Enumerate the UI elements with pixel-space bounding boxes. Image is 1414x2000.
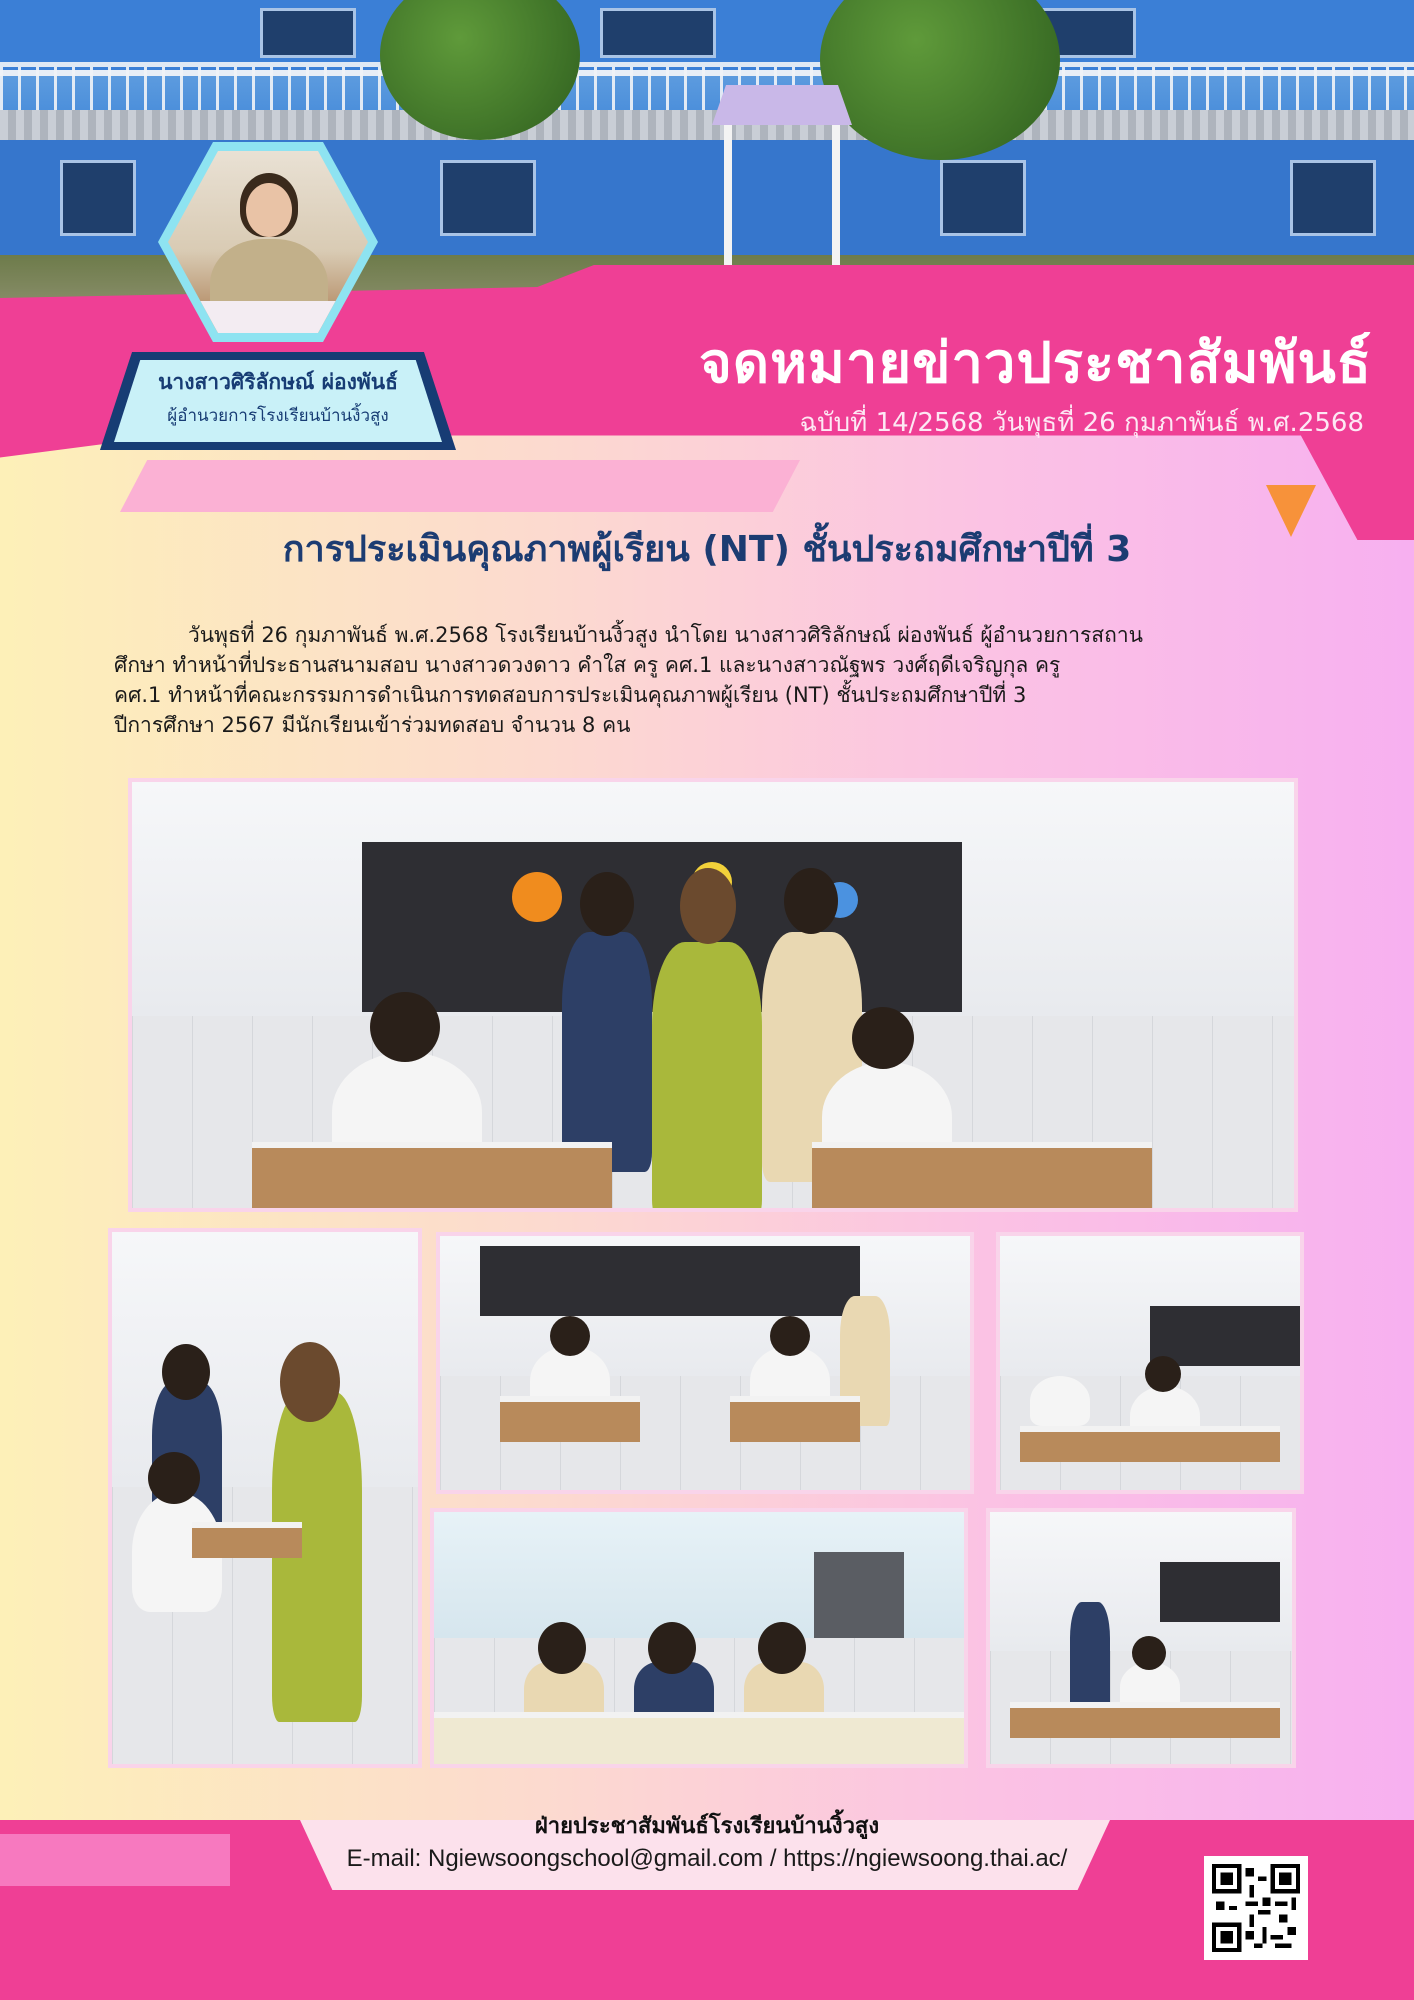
students-taking-test-photo-2 [996,1232,1304,1494]
students-taking-test-photo-1 [436,1232,974,1494]
issue-line: ฉบับที่ 14/2568 วันพุธที่ 26 กุมภาพันธ์ พ.ศ.2568 [799,408,1364,438]
classroom-group-photo [128,778,1298,1212]
committee-desk-photo [430,1508,968,1768]
director-name: นางสาวศิริลักษณ์ ผ่องพันธ์ [158,370,398,394]
qr-code-icon[interactable] [1204,1856,1308,1960]
article-body [114,620,1300,740]
article-headline: การประเมินคุณภาพผู้เรียน (NT) ชั้นประถมศึกษาปีที่ 3 [282,529,1132,570]
article-line-2: ศึกษา ทำหน้าที่ประธานสนามสอบ นางสาวดวงดาว คำใส ครู คศ.1 และนางสาวณัฐพร วงศ์ฤดีเจริญกุล ครู [114,653,1061,677]
students-taking-test-photo-3 [986,1508,1296,1768]
teacher-assisting-student-photo [108,1228,422,1768]
footer-team: ฝ่ายประชาสัมพันธ์โรงเรียนบ้านงิ้วสูง [534,1814,880,1839]
article-line-1: วันพุธที่ 26 กุมภาพันธ์ พ.ศ.2568 โรงเรียนบ้านงิ้วสูง นำโดย นางสาวศิริลักษณ์ ผ่องพันธ์ ผู้อำนวยการสถาน [188,623,1143,647]
newsletter-title: จดหมายข่าวประชาสัมพันธ์ [698,331,1372,396]
shrine-pavilion [712,85,852,275]
director-title: ผู้อำนวยการโรงเรียนบ้านงิ้วสูง [167,406,389,426]
article-line-4: ปีการศึกษา 2567 มีนักเรียนเข้าร่วมทดสอบ จำนวน 8 คน [114,713,631,737]
article-line-3: คศ.1 ทำหน้าที่คณะกรรมการดำเนินการทดสอบการประเมินคุณภาพผู้เรียน (NT) ชั้นประถมศึกษาปีที่ 3 [114,683,1027,707]
banner-light-stripe [120,460,800,512]
footer-contact[interactable]: E-mail: Ngiewsoongschool@gmail.com / https://ngiewsoong.thai.ac/ [346,1845,1068,1872]
